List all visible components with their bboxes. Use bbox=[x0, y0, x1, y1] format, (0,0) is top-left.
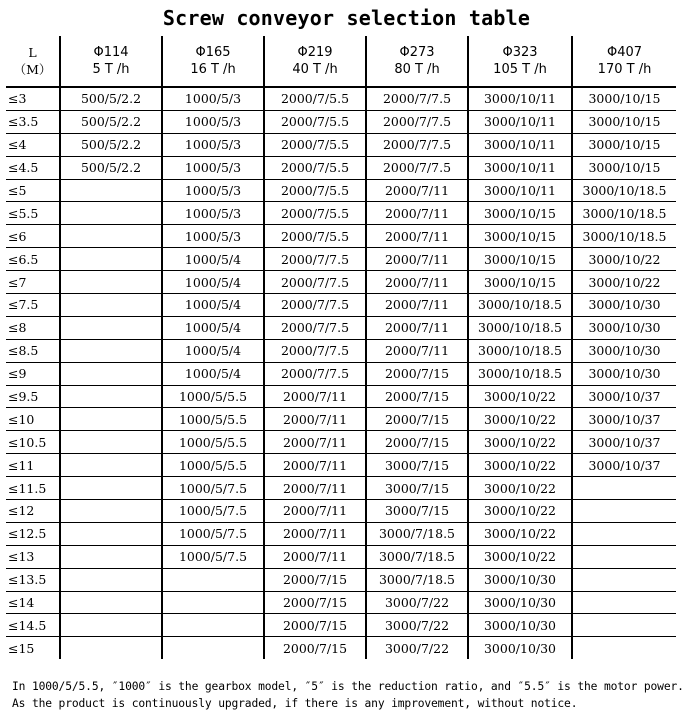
spec-cell: 1000/5/4 bbox=[162, 316, 264, 339]
spec-cell bbox=[60, 179, 162, 202]
spec-cell: 3000/10/30 bbox=[468, 568, 572, 591]
spec-cell: 3000/10/18.5 bbox=[468, 362, 572, 385]
spec-cell: 2000/7/11 bbox=[366, 339, 468, 362]
table-row bbox=[6, 408, 676, 431]
capacity-label: 80 T /h bbox=[394, 62, 440, 77]
spec-cell: 3000/10/37 bbox=[572, 454, 676, 477]
table-row bbox=[6, 500, 676, 523]
table-row bbox=[6, 637, 676, 659]
spec-cell: 500/5/2.2 bbox=[60, 133, 162, 156]
length-cell: ≤13 bbox=[6, 545, 60, 568]
spec-cell: 1000/5/4 bbox=[162, 271, 264, 294]
spec-cell: 3000/10/22 bbox=[468, 408, 572, 431]
spec-cell: 2000/7/15 bbox=[264, 614, 366, 637]
spec-cell: 3000/10/15 bbox=[468, 225, 572, 248]
length-header bbox=[6, 36, 60, 87]
spec-cell bbox=[60, 431, 162, 454]
spec-cell: 3000/10/37 bbox=[572, 385, 676, 408]
table-body bbox=[6, 87, 676, 659]
spec-cell: 3000/10/18.5 bbox=[572, 202, 676, 225]
spec-cell bbox=[572, 614, 676, 637]
table-row bbox=[6, 202, 676, 225]
spec-cell: 2000/7/11 bbox=[366, 316, 468, 339]
spec-cell: 2000/7/7.5 bbox=[264, 294, 366, 317]
spec-cell bbox=[60, 202, 162, 225]
length-cell: ≤14.5 bbox=[6, 614, 60, 637]
spec-cell: 3000/10/22 bbox=[468, 431, 572, 454]
table-row bbox=[6, 294, 676, 317]
table-row bbox=[6, 545, 676, 568]
spec-cell: 3000/10/11 bbox=[468, 110, 572, 133]
spec-cell bbox=[162, 591, 264, 614]
length-unit: （M） bbox=[13, 62, 52, 77]
length-cell: ≤3 bbox=[6, 87, 60, 110]
spec-cell: 3000/7/15 bbox=[366, 477, 468, 500]
table-row bbox=[6, 271, 676, 294]
length-cell: ≤13.5 bbox=[6, 568, 60, 591]
spec-cell: 2000/7/15 bbox=[366, 408, 468, 431]
spec-cell bbox=[572, 477, 676, 500]
column-header bbox=[572, 36, 676, 87]
spec-cell: 500/5/2.2 bbox=[60, 87, 162, 110]
diameter-label: Φ165 bbox=[195, 45, 231, 60]
table-row bbox=[6, 454, 676, 477]
length-cell: ≤11.5 bbox=[6, 477, 60, 500]
spec-cell bbox=[60, 339, 162, 362]
length-cell: ≤12 bbox=[6, 500, 60, 523]
spec-cell bbox=[572, 568, 676, 591]
spec-cell: 1000/5/7.5 bbox=[162, 545, 264, 568]
spec-cell: 3000/7/22 bbox=[366, 591, 468, 614]
spec-cell: 3000/10/22 bbox=[468, 500, 572, 523]
spec-cell: 2000/7/7.5 bbox=[264, 339, 366, 362]
spec-cell: 500/5/2.2 bbox=[60, 110, 162, 133]
spec-cell: 2000/7/5.5 bbox=[264, 156, 366, 179]
spec-cell bbox=[60, 637, 162, 659]
spec-cell: 2000/7/11 bbox=[366, 271, 468, 294]
spec-cell bbox=[60, 362, 162, 385]
spec-cell bbox=[60, 477, 162, 500]
table-row bbox=[6, 362, 676, 385]
spec-cell: 3000/10/37 bbox=[572, 431, 676, 454]
spec-cell: 3000/10/15 bbox=[572, 87, 676, 110]
table-row bbox=[6, 248, 676, 271]
column-header bbox=[468, 36, 572, 87]
spec-cell: 3000/10/22 bbox=[468, 545, 572, 568]
spec-cell: 2000/7/11 bbox=[366, 179, 468, 202]
length-cell: ≤9.5 bbox=[6, 385, 60, 408]
spec-cell: 2000/7/11 bbox=[264, 477, 366, 500]
spec-cell: 1000/5/3 bbox=[162, 202, 264, 225]
capacity-label: 170 T /h bbox=[597, 62, 652, 77]
spec-cell: 1000/5/4 bbox=[162, 294, 264, 317]
spec-cell bbox=[60, 225, 162, 248]
page-title: Screw conveyor selection table bbox=[162, 6, 531, 30]
table-row bbox=[6, 87, 676, 110]
spec-cell: 3000/7/18.5 bbox=[366, 545, 468, 568]
spec-cell: 3000/10/22 bbox=[468, 522, 572, 545]
capacity-label: 5 T /h bbox=[92, 62, 130, 77]
spec-cell: 2000/7/11 bbox=[264, 545, 366, 568]
length-cell: ≤4.5 bbox=[6, 156, 60, 179]
spec-cell: 3000/10/30 bbox=[572, 294, 676, 317]
spec-cell bbox=[572, 545, 676, 568]
length-cell: ≤10.5 bbox=[6, 431, 60, 454]
spec-cell: 1000/5/3 bbox=[162, 179, 264, 202]
spec-cell: 3000/10/22 bbox=[468, 477, 572, 500]
spec-cell: 3000/10/22 bbox=[572, 248, 676, 271]
spec-cell: 2000/7/15 bbox=[264, 637, 366, 659]
spec-cell: 2000/7/15 bbox=[264, 568, 366, 591]
length-label: L bbox=[28, 45, 37, 60]
spec-cell bbox=[162, 614, 264, 637]
length-cell: ≤15 bbox=[8, 640, 35, 656]
spec-cell bbox=[60, 591, 162, 614]
spec-cell bbox=[60, 408, 162, 431]
spec-cell: 1000/5/7.5 bbox=[162, 500, 264, 523]
spec-cell: 2000/7/11 bbox=[264, 385, 366, 408]
spec-cell: 2000/7/5.5 bbox=[264, 225, 366, 248]
column-header bbox=[264, 36, 366, 87]
diameter-label: Φ219 bbox=[297, 45, 333, 60]
spec-cell: 3000/10/18.5 bbox=[468, 294, 572, 317]
spec-cell: 3000/10/30 bbox=[572, 339, 676, 362]
spec-cell: 500/5/2.2 bbox=[60, 156, 162, 179]
spec-cell bbox=[60, 568, 162, 591]
capacity-label: 105 T /h bbox=[493, 62, 547, 77]
spec-cell: 3000/10/30 bbox=[468, 591, 572, 614]
spec-cell bbox=[60, 385, 162, 408]
length-cell: ≤6.5 bbox=[6, 248, 60, 271]
spec-cell: 2000/7/7.5 bbox=[366, 87, 468, 110]
table-row bbox=[6, 179, 676, 202]
spec-cell: 3000/10/30 bbox=[572, 316, 676, 339]
spec-cell: 2000/7/7.5 bbox=[366, 110, 468, 133]
diameter-label: Φ323 bbox=[502, 45, 538, 60]
spec-cell bbox=[60, 316, 162, 339]
spec-cell bbox=[60, 248, 162, 271]
spec-cell: 2000/7/5.5 bbox=[264, 133, 366, 156]
table-row bbox=[6, 477, 676, 500]
spec-cell: 1000/5/4 bbox=[162, 362, 264, 385]
spec-cell: 1000/5/3 bbox=[162, 110, 264, 133]
spec-cell: 3000/10/37 bbox=[572, 408, 676, 431]
length-cell: ≤14 bbox=[6, 591, 60, 614]
spec-cell: 2000/7/11 bbox=[264, 500, 366, 523]
spec-cell bbox=[572, 522, 676, 545]
spec-cell: 2000/7/11 bbox=[264, 408, 366, 431]
spec-cell bbox=[60, 545, 162, 568]
spec-cell: 3000/10/11 bbox=[468, 87, 572, 110]
length-cell: ≤8.5 bbox=[6, 339, 60, 362]
spec-cell: 2000/7/15 bbox=[366, 362, 468, 385]
table-row bbox=[6, 614, 676, 637]
spec-cell: 1000/5/3 bbox=[162, 133, 264, 156]
table-row bbox=[6, 133, 676, 156]
table-row bbox=[6, 316, 676, 339]
spec-cell bbox=[572, 500, 676, 523]
spec-cell: 3000/10/30 bbox=[572, 362, 676, 385]
spec-cell: 2000/7/5.5 bbox=[264, 202, 366, 225]
spec-cell bbox=[60, 614, 162, 637]
spec-cell: 2000/7/7.5 bbox=[366, 133, 468, 156]
selection-table bbox=[6, 36, 676, 659]
spec-cell bbox=[60, 454, 162, 477]
length-cell: ≤9 bbox=[6, 362, 60, 385]
spec-cell: 3000/10/18.5 bbox=[572, 179, 676, 202]
length-cell: ≤7.5 bbox=[6, 294, 60, 317]
selection-table-container bbox=[6, 36, 676, 659]
spec-cell: 2000/7/11 bbox=[264, 431, 366, 454]
spec-cell: 2000/7/7.5 bbox=[366, 156, 468, 179]
spec-cell: 3000/10/11 bbox=[468, 179, 572, 202]
spec-cell: 2000/7/11 bbox=[264, 522, 366, 545]
spec-cell: 3000/10/15 bbox=[572, 133, 676, 156]
spec-cell: 3000/10/30 bbox=[468, 614, 572, 637]
table-row bbox=[6, 110, 676, 133]
spec-cell: 3000/10/15 bbox=[468, 202, 572, 225]
length-cell: ≤10 bbox=[6, 408, 60, 431]
table-row bbox=[6, 431, 676, 454]
spec-cell bbox=[60, 500, 162, 523]
spec-cell: 3000/10/15 bbox=[468, 271, 572, 294]
spec-cell: 3000/7/18.5 bbox=[366, 568, 468, 591]
spec-cell: 2000/7/15 bbox=[366, 431, 468, 454]
spec-cell: 3000/10/11 bbox=[468, 156, 572, 179]
spec-cell: 3000/10/18.5 bbox=[468, 316, 572, 339]
spec-cell bbox=[60, 271, 162, 294]
spec-cell: 2000/7/11 bbox=[366, 202, 468, 225]
diameter-label: Φ407 bbox=[606, 45, 643, 60]
table-row bbox=[6, 522, 676, 545]
spec-cell bbox=[572, 637, 676, 659]
footnote: In 1000/5/5.5, ″1000″ is the gearbox model, ″5″ is the reduction ratio, and ″5.5″ is the motor power. As the product is continuously upgraded, if there is any improvement, without notice. bbox=[12, 680, 684, 710]
spec-cell: 2000/7/7.5 bbox=[264, 271, 366, 294]
spec-cell: 2000/7/15 bbox=[366, 385, 468, 408]
spec-cell: 3000/10/11 bbox=[468, 133, 572, 156]
diameter-label: Φ273 bbox=[399, 45, 435, 60]
length-cell: ≤6 bbox=[6, 225, 60, 248]
spec-cell: 1000/5/5.5 bbox=[162, 454, 264, 477]
length-cell: ≤5 bbox=[6, 179, 60, 202]
spec-cell: 1000/5/3 bbox=[162, 156, 264, 179]
spec-cell: 2000/7/5.5 bbox=[264, 87, 366, 110]
spec-cell: 3000/7/22 bbox=[366, 637, 468, 659]
spec-cell: 2000/7/15 bbox=[264, 591, 366, 614]
spec-cell bbox=[162, 568, 264, 591]
capacity-label: 16 T /h bbox=[190, 62, 236, 77]
spec-cell: 3000/7/15 bbox=[366, 454, 468, 477]
diameter-label: Φ114 bbox=[93, 45, 129, 60]
spec-cell: 1000/5/4 bbox=[162, 339, 264, 362]
column-header bbox=[366, 36, 468, 87]
length-cell: ≤11 bbox=[6, 454, 60, 477]
spec-cell: 3000/7/15 bbox=[366, 500, 468, 523]
spec-cell: 1000/5/5.5 bbox=[162, 431, 264, 454]
spec-cell: 2000/7/5.5 bbox=[264, 110, 366, 133]
table-row bbox=[6, 568, 676, 591]
spec-cell: 1000/5/4 bbox=[162, 248, 264, 271]
capacity-label: 40 T /h bbox=[292, 62, 338, 77]
spec-cell: 1000/5/3 bbox=[162, 225, 264, 248]
length-cell: ≤5.5 bbox=[6, 202, 60, 225]
spec-cell: 2000/7/7.5 bbox=[264, 362, 366, 385]
spec-cell: 3000/10/30 bbox=[468, 637, 572, 659]
table-row bbox=[6, 385, 676, 408]
spec-cell bbox=[572, 591, 676, 614]
spec-cell: 3000/10/15 bbox=[572, 156, 676, 179]
spec-cell: 2000/7/5.5 bbox=[264, 179, 366, 202]
spec-cell: 2000/7/7.5 bbox=[264, 248, 366, 271]
spec-cell: 3000/10/18.5 bbox=[572, 225, 676, 248]
spec-cell: 2000/7/11 bbox=[366, 225, 468, 248]
length-cell: ≤4 bbox=[6, 133, 60, 156]
spec-cell: 1000/5/7.5 bbox=[162, 522, 264, 545]
spec-cell: 3000/7/22 bbox=[366, 614, 468, 637]
spec-cell: 1000/5/7.5 bbox=[162, 477, 264, 500]
spec-cell: 1000/5/5.5 bbox=[162, 408, 264, 431]
spec-cell: 1000/5/3 bbox=[162, 87, 264, 110]
table-row bbox=[6, 591, 676, 614]
length-cell: ≤12.5 bbox=[6, 522, 60, 545]
spec-cell: 3000/10/22 bbox=[468, 454, 572, 477]
spec-cell: 3000/10/22 bbox=[572, 271, 676, 294]
spec-cell: 2000/7/11 bbox=[366, 294, 468, 317]
spec-cell bbox=[60, 294, 162, 317]
table-row bbox=[6, 225, 676, 248]
length-cell: ≤3.5 bbox=[6, 110, 60, 133]
column-header bbox=[60, 36, 162, 87]
spec-cell bbox=[60, 522, 162, 545]
spec-cell: 2000/7/11 bbox=[264, 454, 366, 477]
table-row bbox=[6, 156, 676, 179]
table-row bbox=[6, 339, 676, 362]
spec-cell: 3000/7/18.5 bbox=[366, 522, 468, 545]
spec-cell: 3000/10/15 bbox=[468, 248, 572, 271]
column-header bbox=[162, 36, 264, 87]
table-header-row bbox=[6, 36, 676, 87]
spec-cell: 1000/5/5.5 bbox=[162, 385, 264, 408]
length-cell: ≤7 bbox=[6, 271, 60, 294]
spec-cell: 2000/7/11 bbox=[366, 248, 468, 271]
spec-cell: 3000/10/18.5 bbox=[468, 339, 572, 362]
spec-cell bbox=[162, 637, 264, 659]
length-cell: ≤8 bbox=[6, 316, 60, 339]
spec-cell: 3000/10/22 bbox=[468, 385, 572, 408]
spec-cell: 3000/10/15 bbox=[572, 110, 676, 133]
spec-cell: 2000/7/7.5 bbox=[264, 316, 366, 339]
